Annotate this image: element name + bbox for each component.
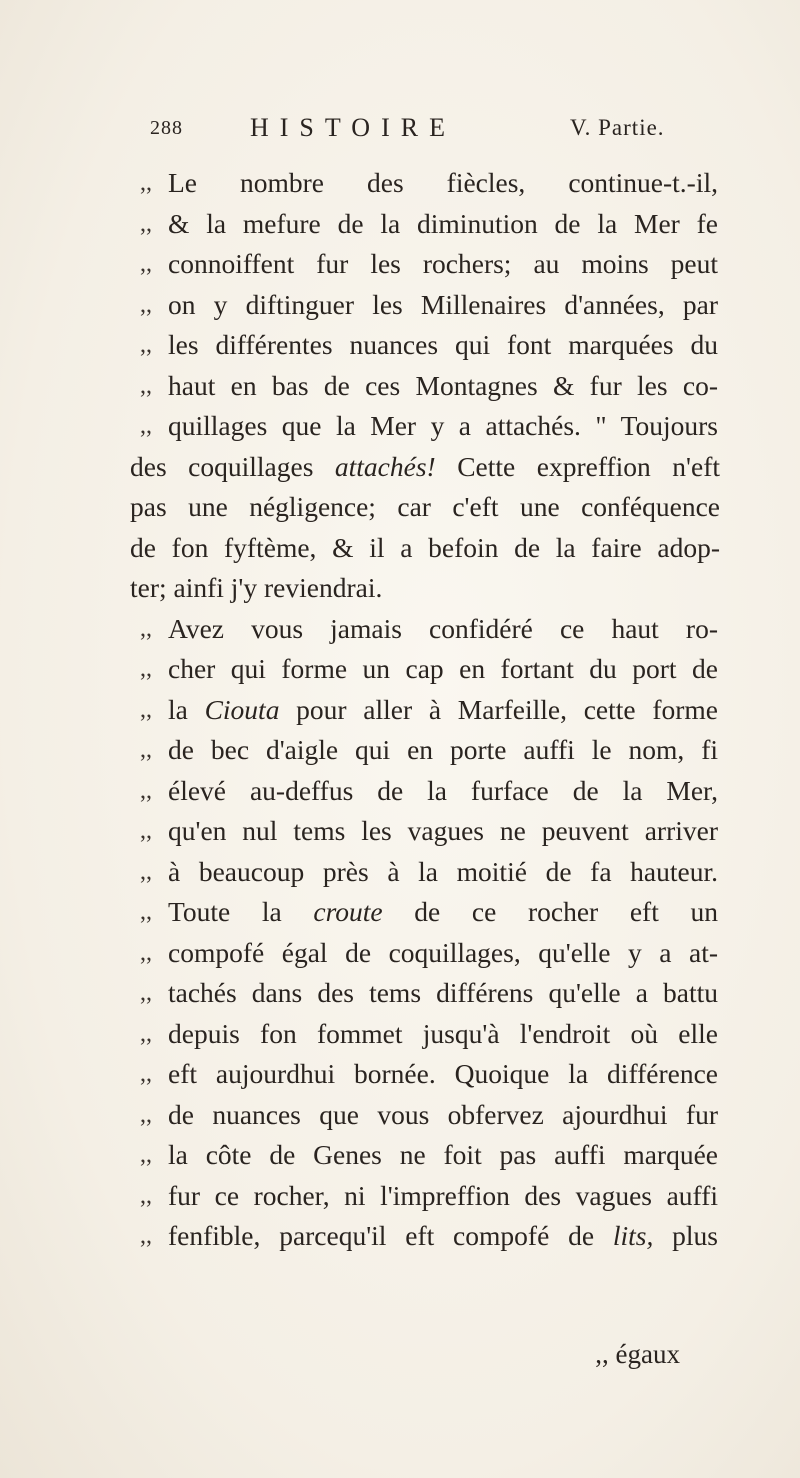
catchword: ,, égaux <box>595 1339 680 1369</box>
line-text: compofé égal de coquillages, qu'elle y a at- <box>168 936 718 968</box>
quote-mark: ,, <box>140 1223 152 1249</box>
line-text: les différentes nuances qui font marquées du <box>168 329 718 360</box>
line-text: fenfible, parcequ'il eft compofé de lits, plus <box>168 1220 718 1251</box>
text-line <box>130 973 730 1014</box>
text-line <box>130 649 730 690</box>
quote-mark: ,, <box>140 980 152 1006</box>
quote-mark: ,, <box>140 939 152 966</box>
body-text <box>130 163 730 1257</box>
line-text: tachés dans des tems différens qu'elle a battu <box>168 977 718 1008</box>
line-text: qu'en nul tems les vagues ne peuvent arriver <box>168 815 718 846</box>
text-line <box>130 892 730 933</box>
quote-mark: ,, <box>140 372 152 399</box>
text-line <box>130 325 730 366</box>
quote-mark: ,, <box>140 413 152 439</box>
quote-mark: ,, <box>140 777 152 804</box>
text-line <box>130 730 730 771</box>
text-line <box>130 771 730 812</box>
text-line <box>130 285 730 326</box>
quote-mark: ,, <box>140 615 152 642</box>
text-line <box>130 163 730 204</box>
line-text: la Ciouta pour aller à Marfeille, cette forme <box>168 693 718 725</box>
line-text: cher qui forme un cap en fortant du port de <box>168 653 718 684</box>
line-text: connoiffent fur les rochers; au moins peut <box>168 248 718 279</box>
quote-mark: ,, <box>140 858 152 885</box>
text-line <box>130 244 730 285</box>
text-line <box>130 1135 730 1176</box>
line-text: de fon fyftème, & il a befoin de la faire adop- <box>130 531 720 563</box>
quote-mark: ,, <box>140 656 152 682</box>
quote-mark: ,, <box>140 1142 152 1168</box>
running-title: HISTOIRE <box>250 113 456 142</box>
quote-mark: ,, <box>140 210 152 237</box>
text-line <box>130 204 730 245</box>
page-number: 288 <box>150 117 183 139</box>
text-line <box>130 406 730 447</box>
line-text: de bec d'aigle qui en porte auffi le nom, fi <box>168 734 718 765</box>
line-text: la côte de Genes ne foit pas auffi marquée <box>168 1139 718 1170</box>
line-text: Le nombre des fiècles, continue-t.-il, <box>168 167 718 198</box>
quote-mark: ,, <box>140 737 152 763</box>
line-text: Toute la croute de ce rocher eft un <box>168 896 718 927</box>
line-text: à beaucoup près à la moitié de fa hauteur. <box>168 855 718 887</box>
text-line <box>130 933 730 974</box>
line-text: pas une négligence; car c'eft une conféquence <box>130 491 720 522</box>
text-line <box>130 487 730 528</box>
line-text: eft aujourdhui bornée. Quoique la différence <box>168 1058 718 1089</box>
quote-mark: ,, <box>140 1061 152 1087</box>
quote-mark: ,, <box>140 291 152 318</box>
text-line <box>130 1176 730 1217</box>
quote-mark: ,, <box>140 1101 152 1128</box>
line-text: Avez vous jamais confidéré ce haut ro- <box>168 612 718 644</box>
text-line <box>130 447 730 488</box>
line-text: quillages que la Mer y a attachés. " Toujours <box>168 410 718 441</box>
quote-mark: ,, <box>140 251 152 277</box>
line-text: depuis fon fommet jusqu'à l'endroit où elle <box>168 1017 718 1049</box>
quote-mark: ,, <box>140 1020 152 1047</box>
text-line <box>130 1216 730 1257</box>
text-line <box>130 366 730 407</box>
text-line <box>130 568 730 609</box>
quote-mark: ,, <box>140 332 152 358</box>
text-line <box>130 1095 730 1136</box>
line-text: des coquillages attachés! Cette expreffion n'eft <box>130 450 720 482</box>
line-text: on y diftinguer les Millenaires d'années, par <box>168 288 718 320</box>
line-text: & la mefure de la diminution de la Mer fe <box>168 207 718 239</box>
line-text: de nuances que vous obfervez ajourdhui fur <box>168 1098 718 1130</box>
quote-mark: ,, <box>140 1182 152 1209</box>
line-text: ter; ainfi j'y reviendrai. <box>130 572 383 603</box>
text-line <box>130 811 730 852</box>
line-text: fur ce rocher, ni l'impreffion des vagues auffi <box>168 1179 718 1211</box>
text-line <box>130 852 730 893</box>
quote-mark: ,, <box>140 818 152 844</box>
quote-mark: ,, <box>140 899 152 925</box>
text-line <box>130 1014 730 1055</box>
quote-mark: ,, <box>140 170 152 196</box>
text-line <box>130 609 730 650</box>
part-label: V. Partie. <box>570 115 665 140</box>
text-line <box>130 1054 730 1095</box>
line-text: élevé au-deffus de la furface de la Mer, <box>168 774 718 806</box>
running-head <box>150 113 710 153</box>
text-line <box>130 528 730 569</box>
line-text: haut en bas de ces Montagnes & fur les co- <box>168 369 718 401</box>
text-line <box>130 690 730 731</box>
quote-mark: ,, <box>140 696 152 723</box>
